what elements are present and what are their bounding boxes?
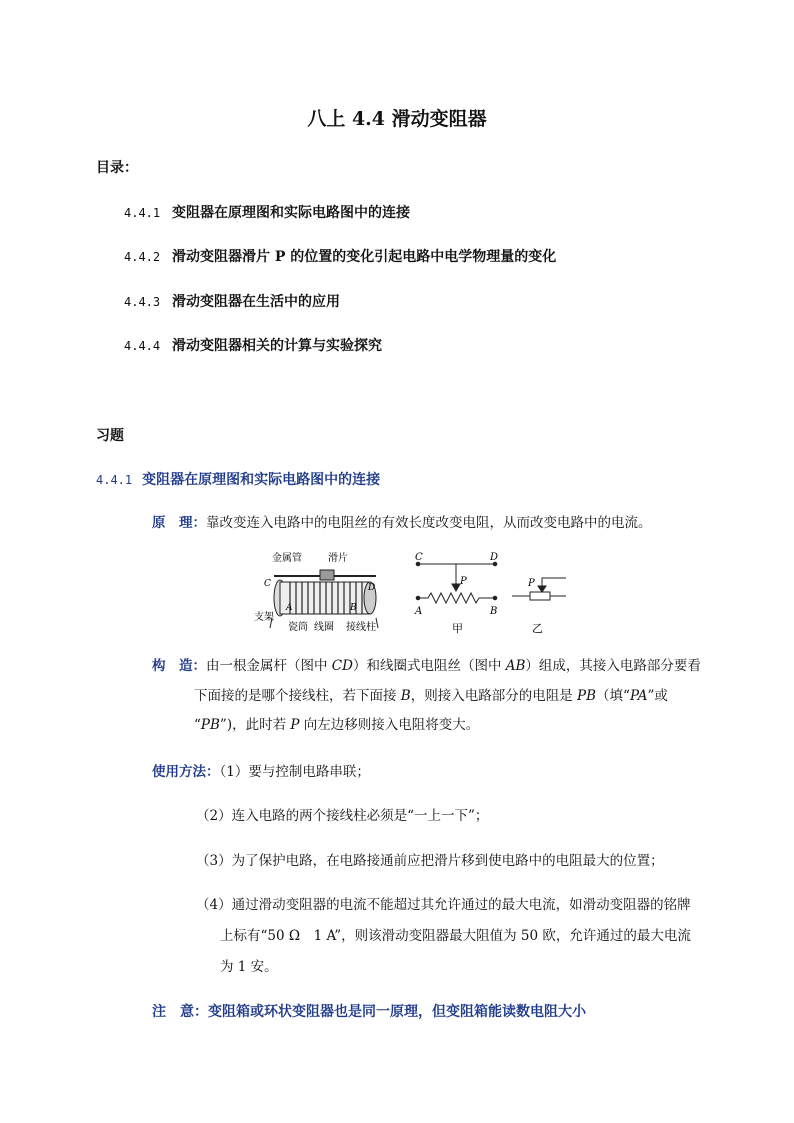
device-label-d: D [368, 583, 376, 593]
label-coil: 线圈 [314, 622, 334, 633]
device-label-a: A [286, 603, 293, 613]
label-terminal: 接线柱 [346, 622, 376, 633]
figure-label-yi: 乙 [532, 622, 543, 635]
toc-item [124, 335, 382, 355]
usage-item: （3）为了保护电路，在电路接通前应把滑片移到使电路中的电阻最大的位置； [196, 853, 664, 869]
usage-item: （1）要与控制电路串联； [219, 764, 370, 780]
schematic-label-p: P [460, 576, 467, 587]
structure-var: P [290, 717, 300, 733]
principle-label: 原 理： [152, 515, 206, 531]
toc-number: 4.4.2 [124, 250, 161, 264]
structure-text: “ [194, 717, 201, 733]
structure-text: 由一根金属杆（图中 [206, 658, 332, 674]
usage-item-continued: 上标有“50 Ω 1 A”，则该滑动变阻器最大阻值为 50 欧，允许通过的最大电流 [220, 928, 691, 944]
structure-line-2 [194, 685, 668, 707]
structure-text: ）组成，其接入电路部分要看 [525, 658, 701, 674]
structure-text: （填“ [596, 688, 630, 704]
label-metal-bar: 金属管 [272, 553, 302, 564]
structure-var: AB [505, 658, 526, 674]
page-title: 八上 4.4 滑动变阻器 [307, 108, 487, 130]
structure-text: ”或 [647, 688, 668, 704]
note-line [152, 1001, 586, 1021]
toc-text: 变阻器在原理图和实际电路图中的连接 [172, 205, 410, 221]
label-slider: 滑片 [328, 553, 348, 564]
structure-line-1 [152, 655, 701, 677]
structure-text: ）和线圈式电阻丝（图中 [352, 658, 506, 674]
structure-var: PB [577, 688, 597, 704]
principle-line [152, 512, 652, 534]
toc-number: 4.4.1 [124, 206, 161, 220]
toc-number: 4.4.3 [124, 295, 161, 309]
section-text: 变阻器在原理图和实际电路图中的连接 [142, 472, 381, 488]
structure-var: B [400, 688, 411, 704]
usage-item: （2）连入电路的两个接线柱必须是“一上一下”； [196, 808, 489, 824]
structure-text: 向左边移则接入电阻将变大。 [299, 717, 480, 733]
schematic-label-b: B [490, 606, 498, 617]
toc-item [124, 291, 340, 311]
rheostat-figure [250, 548, 580, 638]
structure-label: 构 造： [152, 658, 206, 674]
figure-label-jia: 甲 [452, 622, 463, 635]
exercise-label: 习题 [96, 428, 124, 444]
usage-line-1 [152, 761, 370, 783]
schematic-yi [512, 578, 566, 600]
structure-text: 下面接的是哪个接线柱，若下面接 [194, 688, 401, 704]
toc-item [124, 246, 556, 266]
usage-label: 使用方法： [152, 764, 220, 780]
usage-item-continued: 为 1 安。 [220, 959, 278, 975]
rheostat-device-drawing [270, 570, 378, 628]
toc-number: 4.4.4 [124, 339, 161, 353]
toc-text: 滑动变阻器在生活中的应用 [172, 294, 340, 310]
schematic-jia [416, 562, 497, 603]
schematic-label-a: A [415, 606, 423, 617]
section-number: 4.4.1 [96, 473, 133, 487]
schematic-label-c: C [415, 552, 423, 563]
schematic-yi-label-p: P [528, 578, 535, 589]
structure-var: PB [200, 717, 220, 733]
device-label-c: C [264, 579, 271, 589]
label-porcelain: 瓷筒 [288, 622, 308, 633]
structure-var: CD [331, 658, 353, 674]
structure-text: ，则接入电路部分的电阻是 [410, 688, 578, 704]
note-label: 注 意： [152, 1004, 208, 1020]
toc-text: 滑动变阻器相关的计算与实验探究 [172, 338, 382, 354]
toc-item [124, 202, 410, 222]
section-heading [96, 469, 380, 489]
structure-text: ”)，此时若 [219, 717, 291, 733]
usage-item: （4）通过滑动变阻器的电流不能超过其允许通过的最大电流，如滑动变阻器的铭牌 [196, 897, 691, 913]
principle-text: 靠改变连入电路中的电阻丝的有效长度改变电阻，从而改变电路中的电流。 [206, 515, 652, 531]
device-label-b: B [350, 603, 357, 613]
schematic-label-d: D [490, 552, 499, 563]
label-stand: 支架 [254, 612, 274, 623]
toc-label: 目录： [96, 160, 138, 176]
toc-text: 滑动变阻器滑片 P 的位置的变化引起电路中电学物理量的变化 [172, 249, 557, 265]
note-text: 变阻箱或环状变阻器也是同一原理，但变阻箱能读数电阻大小 [208, 1004, 586, 1020]
structure-line-3 [194, 714, 479, 736]
structure-var: PA [629, 688, 648, 704]
